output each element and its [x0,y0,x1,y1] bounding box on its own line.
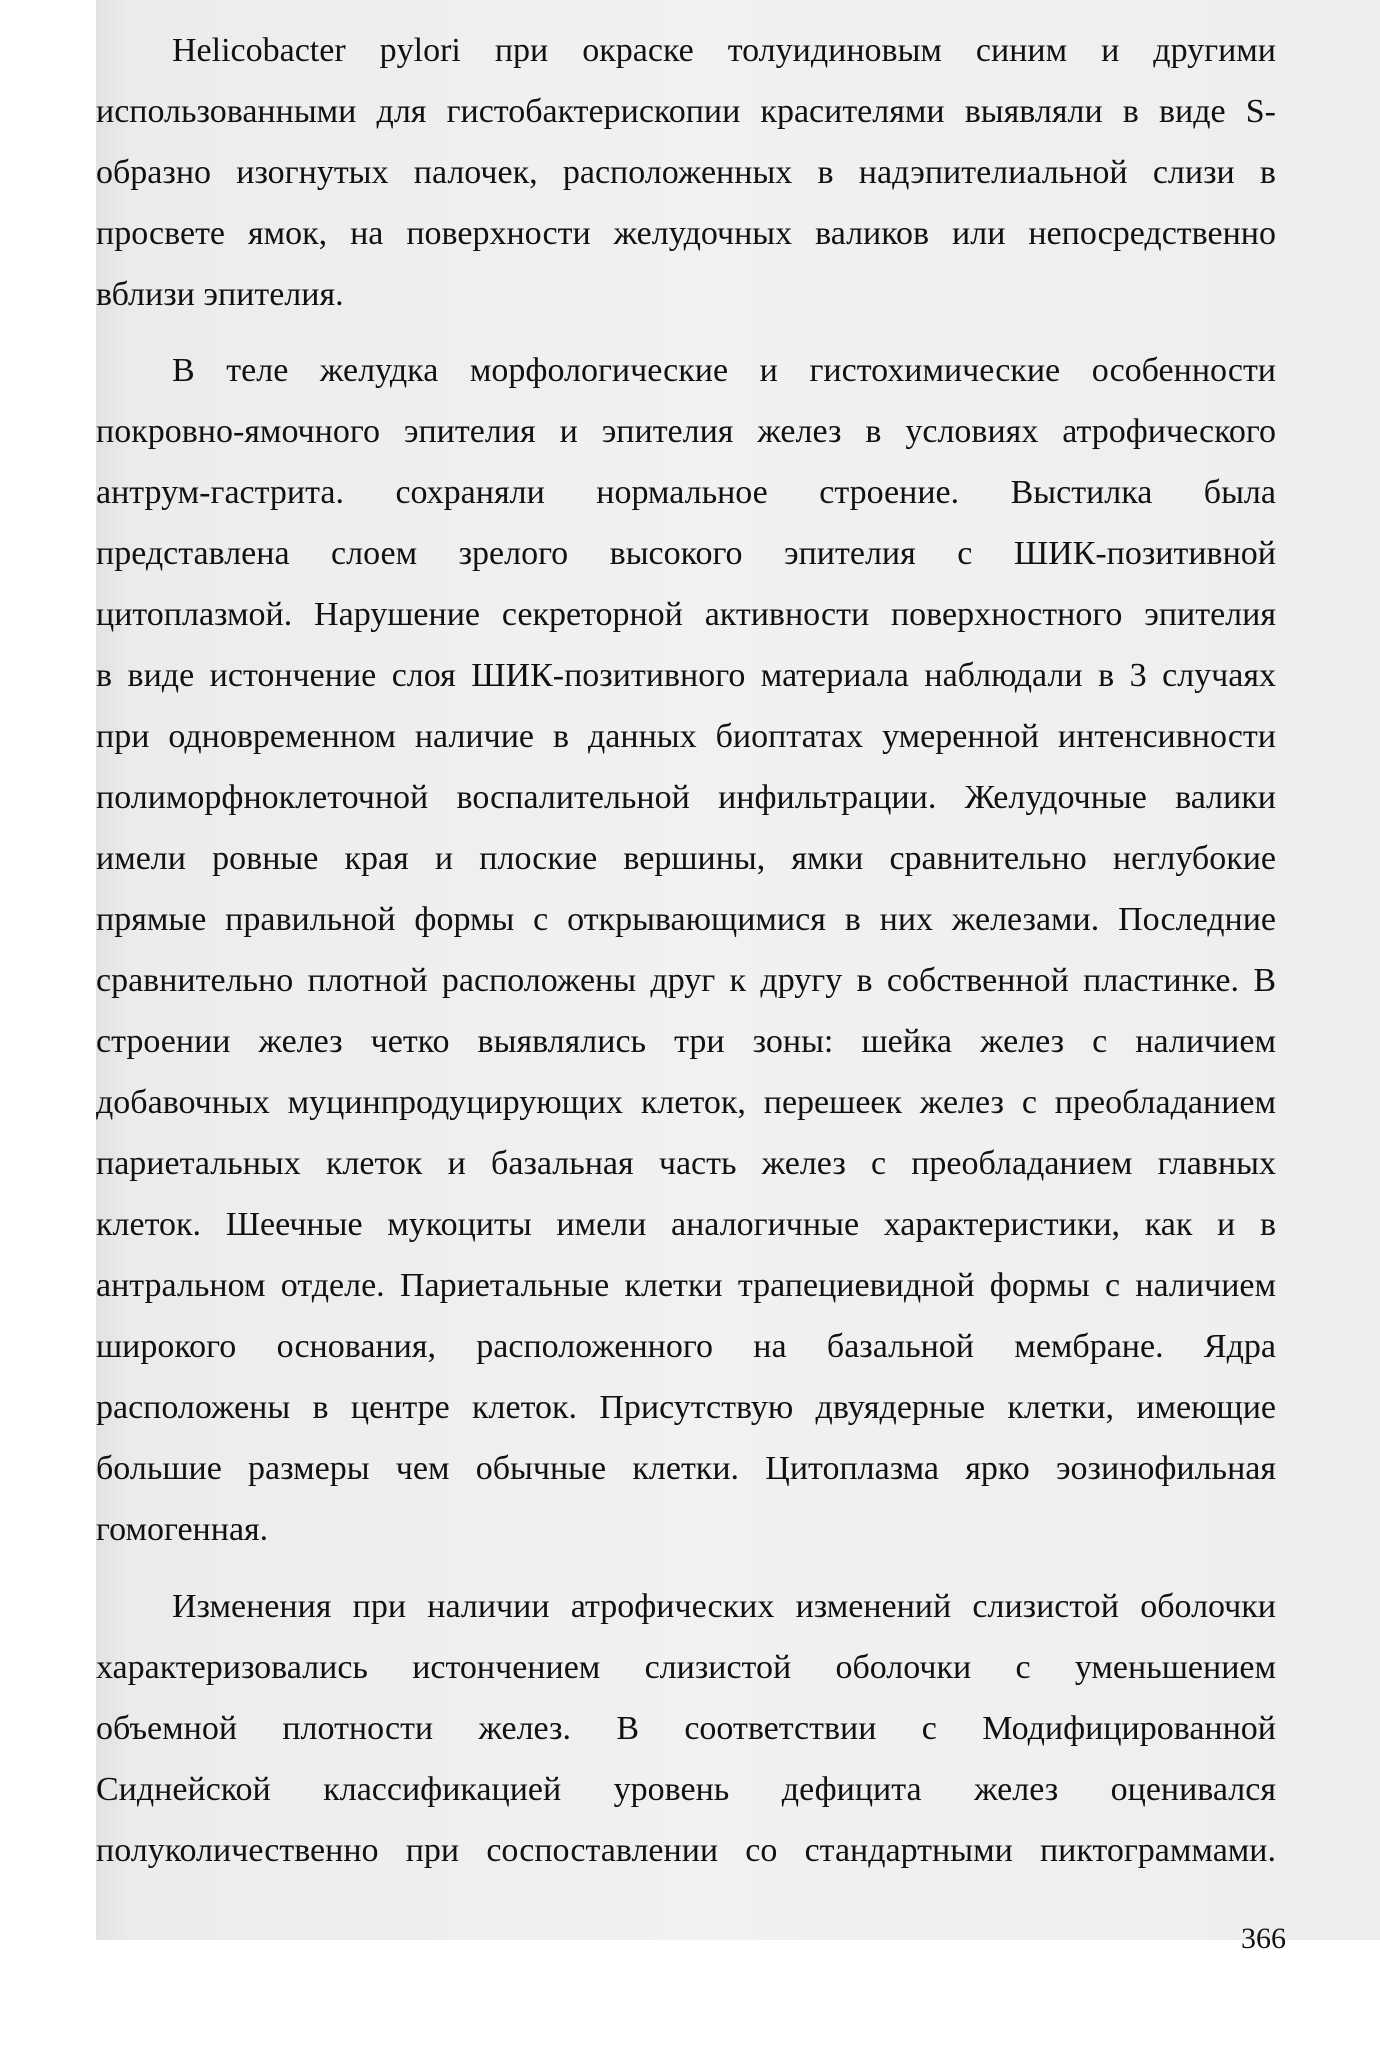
text-line: гомогенная. [96,1511,269,1548]
text-line: большие размеры чем обычные клетки. Цитоплазма ярко эозинофильная [96,1450,1276,1487]
text-line: полуколичественно при соспоставлении со стандартными пиктограммами. [96,1832,1276,1869]
page-number: 366 [1241,1922,1286,1955]
text-line: имели ровные края и плоские вершины, ямки сравнительно неглубокие [96,840,1276,877]
text-line: представлена слоем зрелого высокого эпителия с ШИК-позитивной [96,535,1276,572]
text-line: образно изогнутых палочек, расположенных в надэпителиальной слизи в [96,154,1276,191]
text-line: в виде истончение слоя ШИК-позитивного материала наблюдали в 3 случаях [96,657,1276,694]
text-line: вблизи эпителия. [96,276,344,313]
text-line: антральном отделе. Париетальные клетки трапециевидной формы с наличием [96,1267,1276,1304]
text-line: сравнительно плотной расположены друг к другу в собственной пластинке. В [96,962,1276,999]
text-line: строении желез четко выявлялись три зоны: шейка желез с наличием [96,1023,1276,1060]
text-line: характеризовались истончением слизистой оболочки с уменьшением [96,1649,1276,1686]
text-line: клеток. Шеечные мукоциты имели аналогичные характеристики, как и в [96,1206,1276,1243]
text-line: Helicobacter pylori при окраске толуидиновым синим и другими [172,32,1276,69]
text-line: В теле желудка морфологические и гистохимические особенности [172,352,1276,389]
text-line: Сиднейской классификацией уровень дефицита желез оценивался [96,1771,1276,1808]
text-line: париетальных клеток и базальная часть желез с преобладанием главных [96,1145,1276,1182]
paragraph-atrophic-changes [96,1576,1276,1881]
paragraph-stomach-body [96,340,1276,1560]
text-line: объемной плотности желез. В соответствии с Модифицированной [96,1710,1276,1747]
text-line: использованными для гистобактерископии красителями выявляли в виде S- [96,93,1276,130]
text-line: покровно-ямочного эпителия и эпителия желез в условиях атрофического [96,413,1276,450]
text-line: при одновременном наличие в данных биоптатах умеренной интенсивности [96,718,1276,755]
text-line: полиморфноклеточной воспалительной инфильтрации. Желудочные валики [96,779,1276,816]
text-line: добавочных муцинпродуцирующих клеток, перешеек желез с преобладанием [96,1084,1276,1121]
text-line: расположены в центре клеток. Присутствую двуядерные клетки, имеющие [96,1389,1276,1426]
text-line: просвете ямок, на поверхности желудочных валиков или непосредственно [96,215,1276,252]
text-line: антрум-гастрита. сохраняли нормальное строение. Выстилка была [96,474,1276,511]
text-line: цитоплазмой. Нарушение секреторной активности поверхностного эпителия [96,596,1276,633]
text-line: широкого основания, расположенного на базальной мембране. Ядра [96,1328,1276,1365]
paragraph-helicobacter [96,20,1276,325]
text-line: прямые правильной формы с открывающимися в них железами. Последние [96,901,1276,938]
text-line: Изменения при наличии атрофических изменений слизистой оболочки [172,1588,1276,1625]
